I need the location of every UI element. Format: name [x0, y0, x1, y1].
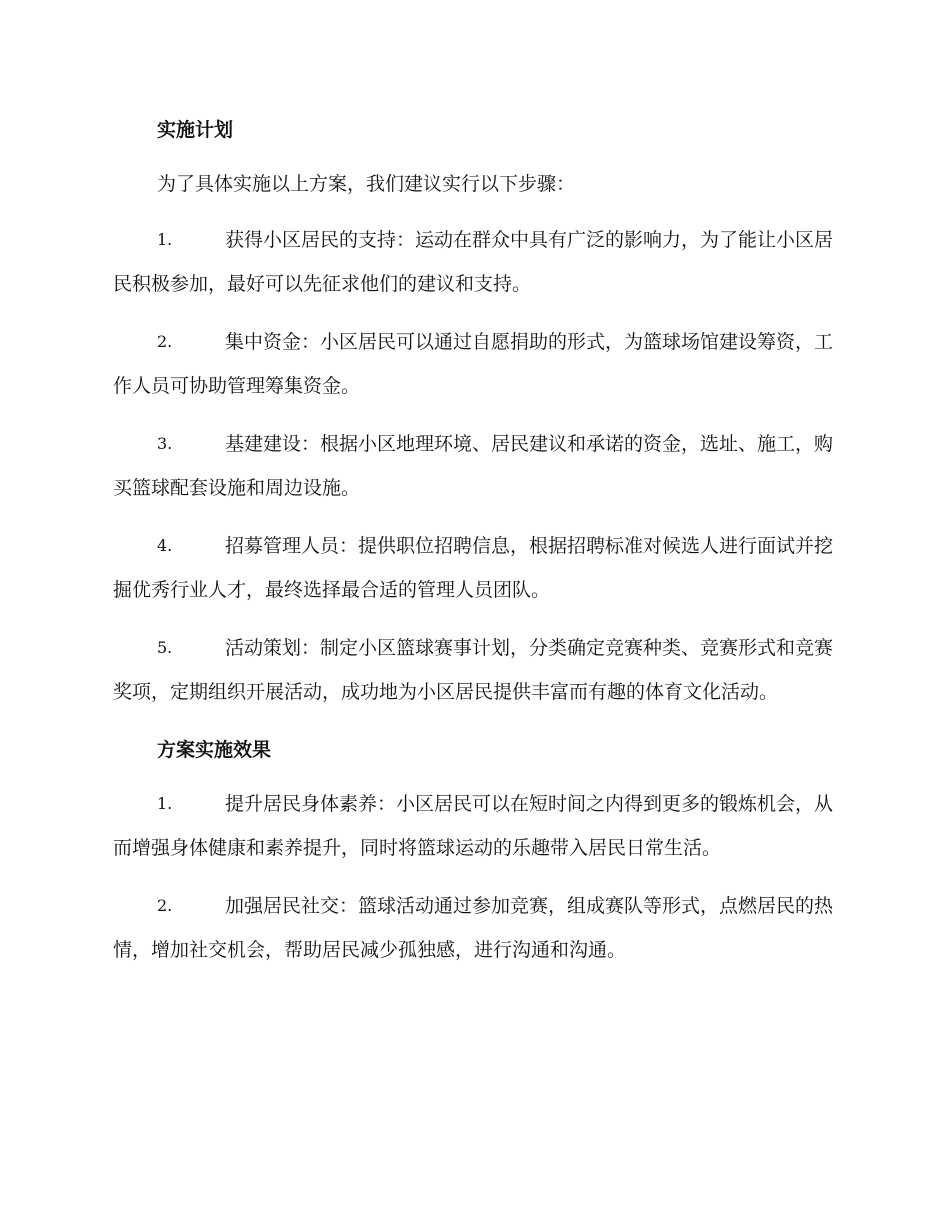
list-item-text: 加强居民社交：篮球活动通过参加竞赛，组成赛队等形式，点燃居民的热情，增加社交机会，帮助居民减少孤独感，进行沟通和沟通。 [113, 895, 834, 961]
list-item-text: 获得小区居民的支持：运动在群众中具有广泛的影响力，为了能让小区居民积极参加，最好可以先征求他们的建议和支持。 [113, 229, 834, 295]
list-item [113, 422, 835, 510]
list-item-text: 基建建设：根据小区地理环境、居民建议和承诺的资金，选址、施工，购买篮球配套设施和周边设施。 [113, 433, 834, 499]
list-item-text: 活动策划：制定小区篮球赛事计划，分类确定竞赛种类、竞赛形式和竞赛奖项，定期组织开展活动，成功地为小区居民提供丰富而有趣的体育文化活动。 [113, 637, 834, 703]
list-item [113, 524, 835, 612]
list-item-number: 2. [157, 332, 173, 351]
list-item-number: 1. [157, 230, 173, 249]
list-item-number: 3. [157, 434, 173, 453]
intro-paragraph: 为了具体实施以上方案，我们建议实行以下步骤： [157, 173, 576, 195]
list-item-text: 提升居民身体素养：小区居民可以在短时间之内得到更多的锻炼机会，从而增强身体健康和素养提升，同时将篮球运动的乐趣带入居民日常生活。 [113, 793, 834, 859]
list-item-number: 4. [157, 536, 173, 555]
section-heading-plan: 实施计划 [157, 119, 234, 141]
list-item-text: 集中资金：小区居民可以通过自愿捐助的形式，为篮球场馆建设筹资，工作人员可协助管理筹集资金。 [113, 331, 834, 397]
list-item [113, 320, 835, 408]
list-item [113, 884, 835, 972]
list-item-number: 1. [157, 794, 173, 813]
list-item-number: 2. [157, 896, 173, 915]
document-page [113, 108, 835, 986]
list-item [113, 218, 835, 306]
list-item [113, 782, 835, 870]
list-item [113, 626, 835, 714]
section-heading-effects: 方案实施效果 [157, 739, 272, 761]
list-item-text: 招募管理人员：提供职位招聘信息，根据招聘标准对候选人进行面试并挖掘优秀行业人才，最终选择最合适的管理人员团队。 [113, 535, 834, 601]
list-item-number: 5. [157, 638, 173, 657]
